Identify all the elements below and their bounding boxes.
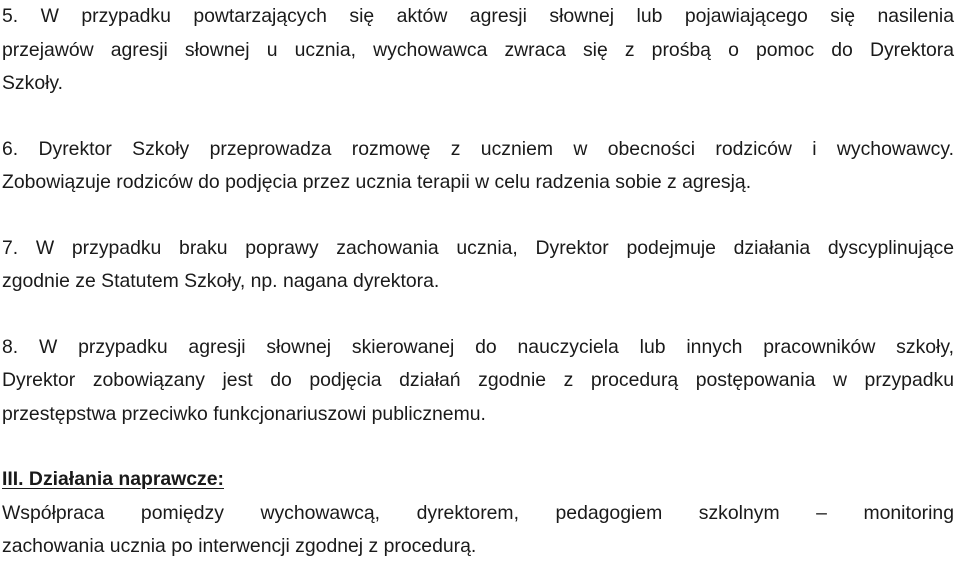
section-3-heading: III. Działania naprawcze: [2,468,224,490]
paragraph-7-line-1: 7. W przypadku braku poprawy zachowania ucznia, Dyrektor podejmuje działania dyscyplinujące [2,236,954,259]
paragraph-8-line-2: Dyrektor zobowiązany jest do podjęcia działań zgodnie z procedurą postępowania w przypadku [2,369,954,391]
paragraph-7 [2,232,954,299]
section-3-line-2: zachowania ucznia po interwencji zgodnej z procedurą. [2,535,477,557]
spacer [2,431,954,463]
spacer [2,200,954,232]
paragraph-5-line-2: przejawów agresji słownej u ucznia, wychowawca zwraca się z prośbą o pomoc do Dyrektora [2,38,954,61]
paragraph-6-line-2: Zobowiązuje rodziców do podjęcia przez ucznia terapii w celu radzenia sobie z agresją. [2,171,752,193]
paragraph-6-line-1: 6. Dyrektor Szkoły przeprowadza rozmowę z uczniem w obecności rodziców i wychowawcy. [2,137,954,160]
section-3-line-1: Współpraca pomiędzy wychowawcą, dyrektorem, pedagogiem szkolnym – monitoring [2,501,954,524]
paragraph-5-line-3: Szkoły. [2,72,64,94]
paragraph-5 [2,0,954,101]
paragraph-8-line-1: 8. W przypadku agresji słownej skierowanej do nauczyciela lub innych pracowników szkoły, [2,335,954,358]
paragraph-7-line-2: zgodnie ze Statutem Szkoły, np. nagana dyrektora. [2,270,440,292]
spacer [2,101,954,133]
paragraph-8 [2,331,954,432]
paragraph-8-line-3: przestępstwa przeciwko funkcjonariuszowi publicznemu. [2,402,486,425]
document-page [2,0,954,564]
paragraph-5-line-1: 5. W przypadku powtarzających się aktów agresji słownej lub pojawiającego się nasilenia [2,5,954,27]
spacer [2,299,954,331]
paragraph-6 [2,133,954,200]
section-3 [2,463,954,564]
